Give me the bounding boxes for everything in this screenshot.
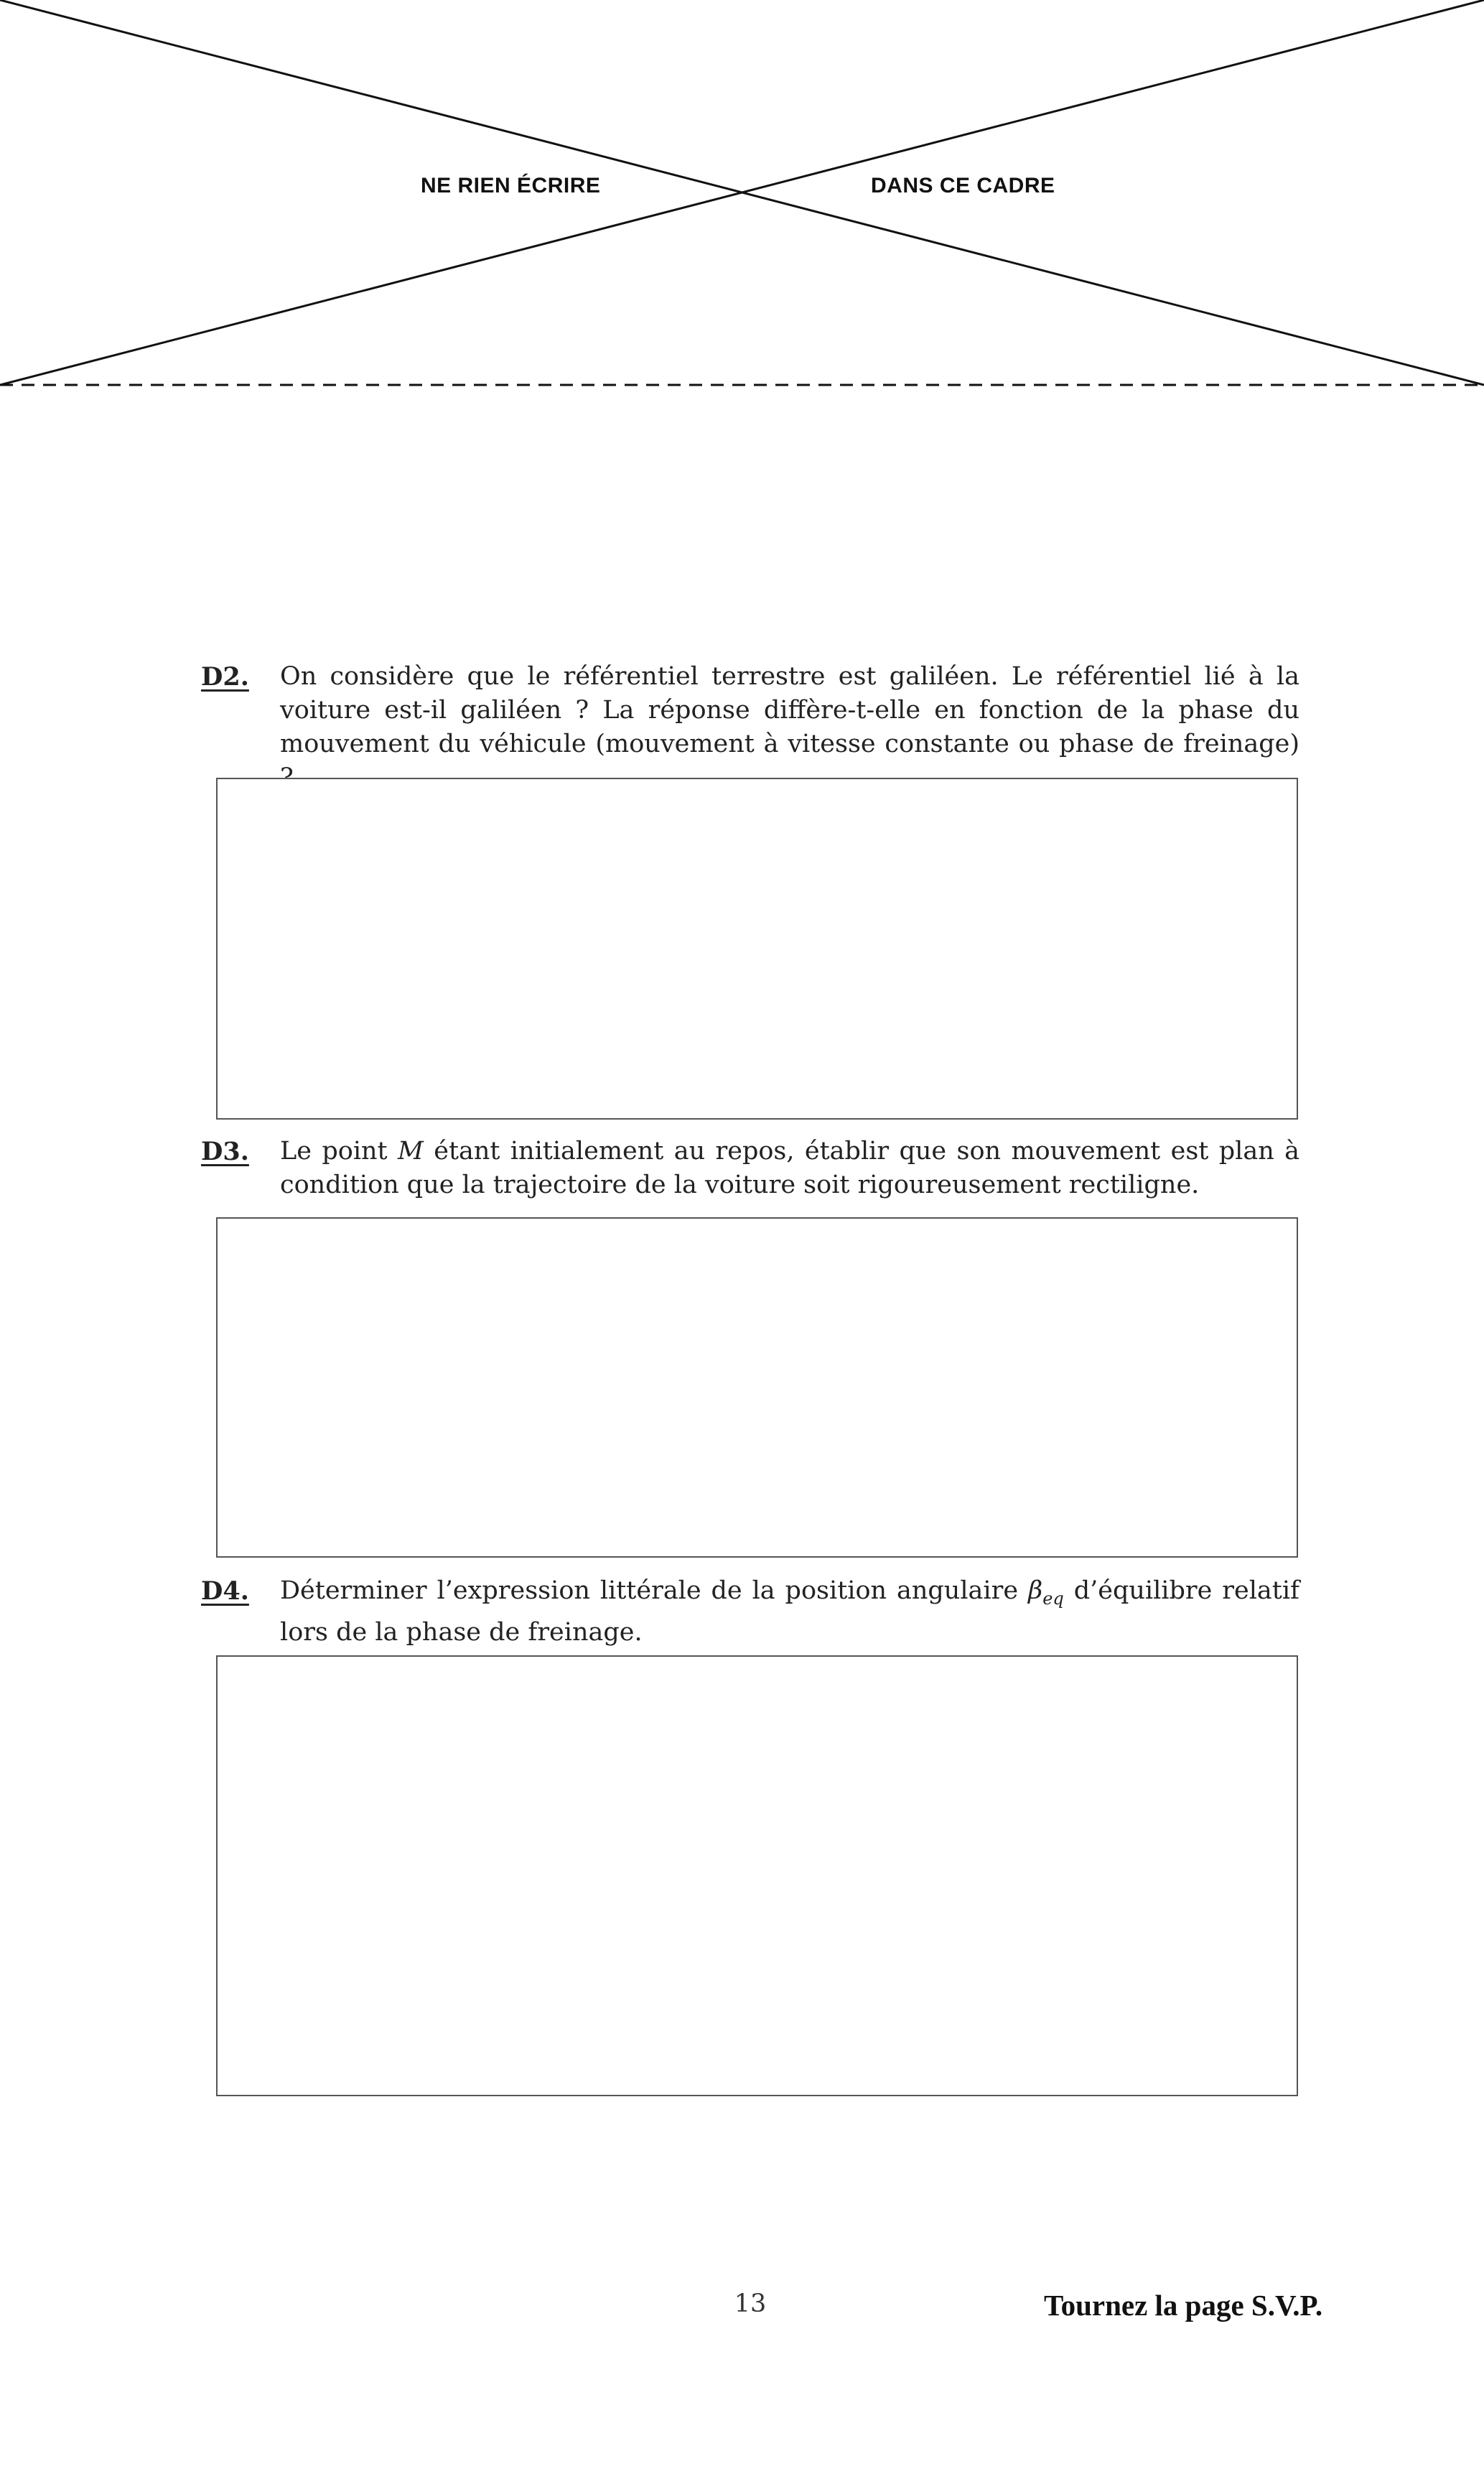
page-number: 13 xyxy=(734,2289,767,2318)
question-number: D3. xyxy=(201,1137,249,1166)
math-symbol: M xyxy=(398,1137,424,1166)
math-subscript: eq xyxy=(1042,1589,1064,1609)
question-text xyxy=(280,1574,1299,1650)
question-number: D2. xyxy=(201,662,249,692)
question-d3 xyxy=(201,1135,1299,1202)
answer-box-d4[interactable] xyxy=(216,1655,1298,2096)
text-before: Déterminer l’expression littérale de la position angulaire xyxy=(280,1576,1028,1605)
turn-page-note: Tournez la page S.V.P. xyxy=(1044,2289,1323,2322)
answer-box-d3[interactable] xyxy=(216,1217,1298,1558)
text-after: d’équilibre relatif lors de la phase de freinage. xyxy=(280,1576,1299,1647)
question-text xyxy=(280,1135,1299,1202)
question-text: On considère que le référentiel terrestre est galiléen. Le référentiel lié à la voiture est-il galiléen ? La réponse diffère-t-elle en fonction de la phase du mouvement du véhicule (mouvement à vitesse constante ou phase de freinage) xyxy=(280,662,1299,758)
do-not-write-zone xyxy=(0,0,1484,391)
math-symbol: β xyxy=(1027,1576,1043,1605)
text-after: étant initialement au repos, établir que son mouvement est plan à condition que la trajectoire de la voiture soit rigoureusement rectiligne. xyxy=(280,1137,1299,1199)
question-d4 xyxy=(201,1574,1299,1650)
header-label-right: DANS CE CADRE xyxy=(871,174,1055,197)
question-d2 xyxy=(201,660,1299,795)
text-before: Le point xyxy=(280,1137,398,1166)
cross-lines xyxy=(0,0,1484,391)
answer-box-d2[interactable] xyxy=(216,778,1298,1120)
question-number: D4. xyxy=(201,1576,249,1606)
header-label-left: NE RIEN ÉCRIRE xyxy=(421,174,601,197)
